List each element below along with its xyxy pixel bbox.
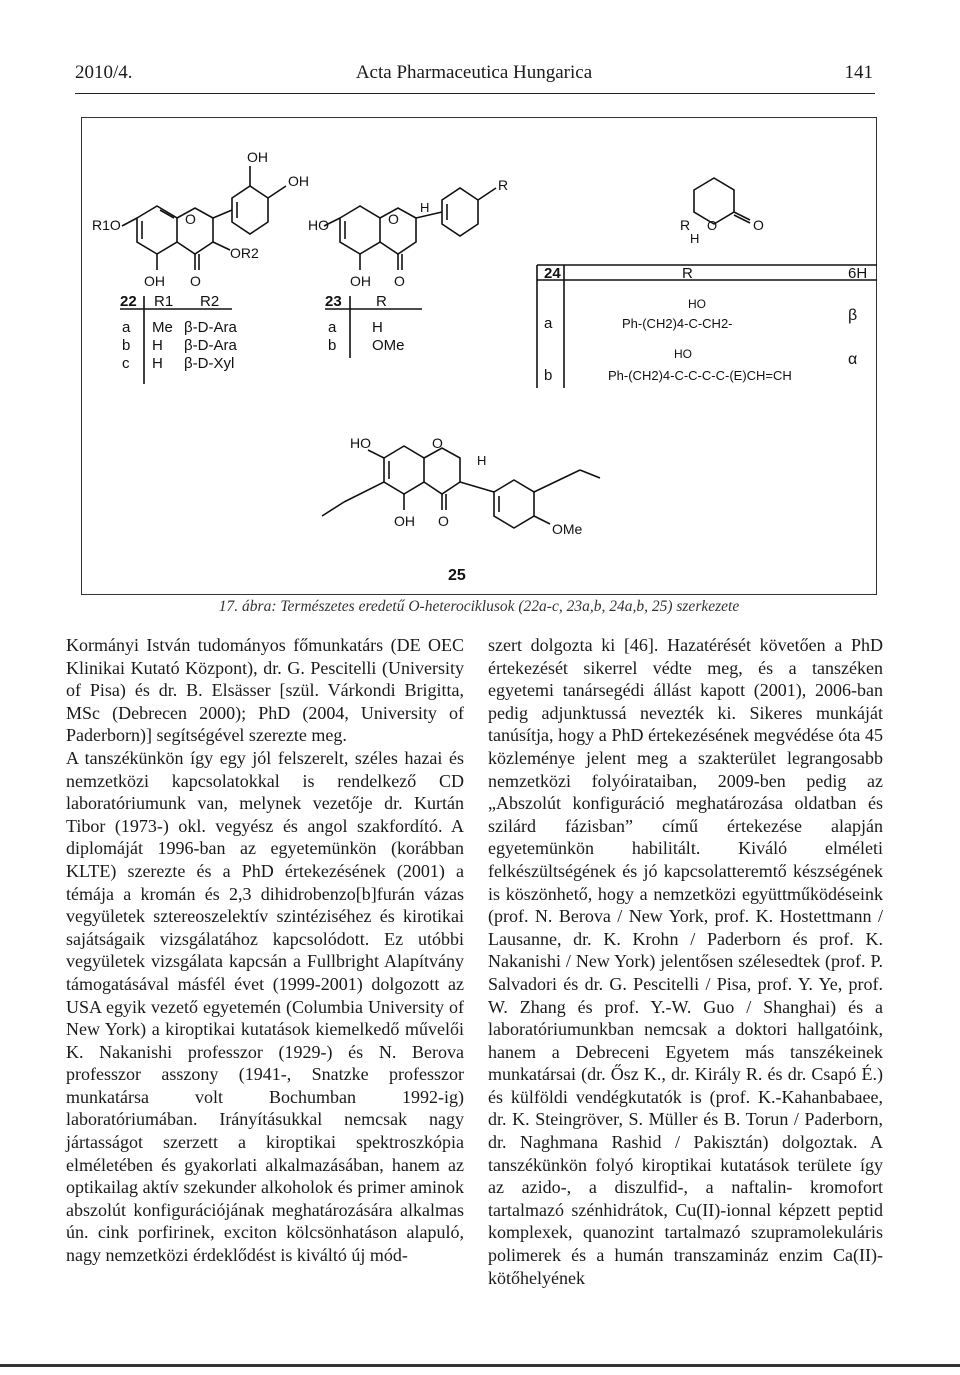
svg-text:Me: Me [152,319,173,336]
label-oh: OH [247,149,268,165]
svg-text:b: b [544,367,553,384]
journal-title: Acta Pharmaceutica Hungarica [355,62,593,83]
svg-text:H: H [152,355,163,372]
svg-text:H: H [420,200,430,215]
structures-drawing [82,118,878,596]
svg-text:OH: OH [394,513,415,529]
svg-text:O: O [438,513,449,529]
svg-text:HO: HO [308,217,329,233]
svg-text:β-D-Ara: β-D-Ara [184,337,237,354]
svg-text:β-D-Ara: β-D-Ara [184,319,237,336]
page-number: 141 [844,62,873,83]
svg-text:OH: OH [350,273,371,289]
svg-text:O: O [185,211,196,227]
svg-text:β: β [848,307,858,324]
svg-text:OH: OH [288,173,309,189]
svg-text:H: H [372,319,383,336]
structure-24 [680,178,764,246]
issue-number: 2010/4. [75,62,133,83]
svg-text:O: O [753,217,764,233]
svg-text:O: O [707,218,718,233]
svg-text:H: H [477,453,487,468]
compound-label-25: 25 [448,567,466,584]
svg-text:HO: HO [350,435,371,451]
svg-text:O: O [388,211,399,227]
compound-label-23: 23 [325,293,342,310]
svg-text:HO: HO [674,347,692,361]
svg-text:O: O [394,273,405,289]
figure-caption: 17. ábra: Természetes eredetű O-heterociklusok (22a-c, 23a,b, 24a,b, 25) szerkezete [218,598,740,615]
svg-text:R1: R1 [154,293,174,310]
paragraph: szert dolgozta ki [46]. Hazatérését követően a PhD értekezését sikerrel védte meg, és a tanszéken egyetemi tanársegédi állást kapott (2001), 2006-ban pedig adjunktussá nevezték ki. Sikeres munkáját tanúsítja, hogy a PhD értekezésének megvédése óta 45 közleménye jelent meg a szakterület legrangosabb nemzetközi folyóirataiban, 2009-ben pedig az „Abszolút konfiguráció meghatározása oldatban és szilárd fázisban” című értekezése alapján egyetemünkön habilitált. Kiváló elméleti felkészültségének és jó kapcsolatteremtő készségének is köszönhető, hogy a nemzetközi együttműködéseink (prof. N. Berova / New York, prof. K. Hostettmann / Lausanne, dr. K. Krohn / Paderborn és prof. K. Nakanishi / New York) jelentősen szélesedtek (prof. P. Salvadori és dr. G. Pescitelli / Pisa, prof. Y. Ye, prof. W. Zhang és prof. Y.-W. Guo / Shanghai) és a laboratóriumunkban nemcsak a doktori hallgatóink, hanem a Debreceni Egyetem más tanszékeinek munkatársai (dr. Ősz K., dr. Király R. és dr. Csapó É.) és külföldi vendégkutatók is (prof. K.-Kahanbabaee, dr. K. Steingröver, S. Müller és B. Torun / Paderborn, dr. Naghmana Rashid / Pakisztán) dolgoztak. A tanszékünkön folyó kiroptikai kutatások területe így az azido-, a diszulfid-, a naftalin- kromofort tartalmazó szénhidrátok, Cu(II)-ionnal képzett peptid komplexek, quanozint tartalmazó szupramolekuláris polimerek és a humán transzamináz enzim Ca(II)-kötőhelyének [488,635,883,1288]
svg-text:OH: OH [144,273,165,289]
table-23 [325,293,422,358]
svg-text:O: O [432,435,443,451]
svg-text:R: R [376,293,387,310]
svg-text:α: α [848,351,858,368]
svg-text:b: b [122,337,131,354]
svg-text:6H: 6H [848,265,868,282]
svg-text:β-D-Xyl: β-D-Xyl [184,355,235,372]
chemical-structures-figure [81,117,877,595]
structure-23 [308,177,508,289]
svg-text:a: a [122,319,131,336]
svg-text:R1O: R1O [92,217,121,233]
table-24 [537,265,877,388]
header-rule [75,93,875,94]
svg-text:a: a [328,319,337,336]
svg-text:Ph-(CH2)4-C-C-C-C-(E)CH=CH: Ph-(CH2)4-C-C-C-C-(E)CH=CH [608,368,792,383]
svg-text:Ph-(CH2)4-C-CH2-: Ph-(CH2)4-C-CH2- [622,316,733,331]
right-text-column [488,634,883,1289]
svg-text:OMe: OMe [552,521,583,537]
svg-text:R2: R2 [200,293,220,310]
svg-text:a: a [544,315,553,332]
svg-text:OR2: OR2 [230,245,259,261]
footer-rule [0,1364,960,1367]
svg-text:R: R [498,177,509,193]
svg-text:R: R [682,265,693,282]
structure-25 [322,435,600,584]
running-header [75,62,873,92]
compound-label-22: 22 [120,293,137,310]
svg-text:H: H [152,337,163,354]
table-22 [120,293,237,384]
svg-text:HO: HO [688,297,706,311]
svg-text:OMe: OMe [372,337,405,354]
paragraph: Kormányi István tudományos főmunkatárs (DE OEC Klinikai Kutató Központ), dr. G. Pescitelli (University of Pisa) és dr. B. Elsässer [szül. Várkondi Brigitta, MSc (Debrecen 2000); PhD (2004, University of Paderborn)] segítségével szerezte meg. [66,635,464,746]
paragraph: A tanszékünkön így egy jól felszerelt, széles hazai és nemzetközi kapcsolatokkal is rendelkező CD laboratóriumunk van, melynek vezetője dr. Kurtán Tibor (1973-) okl. vegyész és angol szakfordító. A diplomáját 1996-ban az egyetemünkön (korábban KLTE) szerezte és a PhD értekezésének (2001) a témája a kromán és 2,3 dihidrobenzo[b]furán vázas vegyületek sztereoszelektív szintéziséhez és kirotikai sajátságaik vizsgálatához kapcsolódott. Ez utóbbi vegyületek vizsgálata kapcsán a Fullbright Alapítvány támogatásával másfél évet (1999-2001) dolgozott az USA egyik vezető egyetemén (Columbia University of New York) a kiroptikai kutatások kiemelkedő művelői K. Nakanishi professzor (1929-) és N. Berova professzor asszony (1941-, Snatzke professzor munkatársa volt Bochumban 1992-ig) laboratóriumában. Irányításukkal nemcsak nagy jártasságot szerzett a kiroptikai spektroszkópia elméletében és gyakorlati alkalmazásában, hanem az optikailag aktív szekunder alkoholok és primer aminok abszolút konfigurációjának meghatározására alkalmas ún. cink porfirinek, exciton kölcsönhatáson alapuló, nagy nemzetközi érdeklődést is kiváltó új mód- [66,747,464,1266]
left-text-column [66,634,464,1267]
svg-text:O: O [190,273,201,289]
svg-text:b: b [328,337,337,354]
structure-22 [92,149,309,289]
compound-label-24: 24 [544,265,561,282]
svg-text:R: R [680,217,691,233]
svg-text:c: c [122,355,130,372]
svg-text:H: H [690,231,700,246]
